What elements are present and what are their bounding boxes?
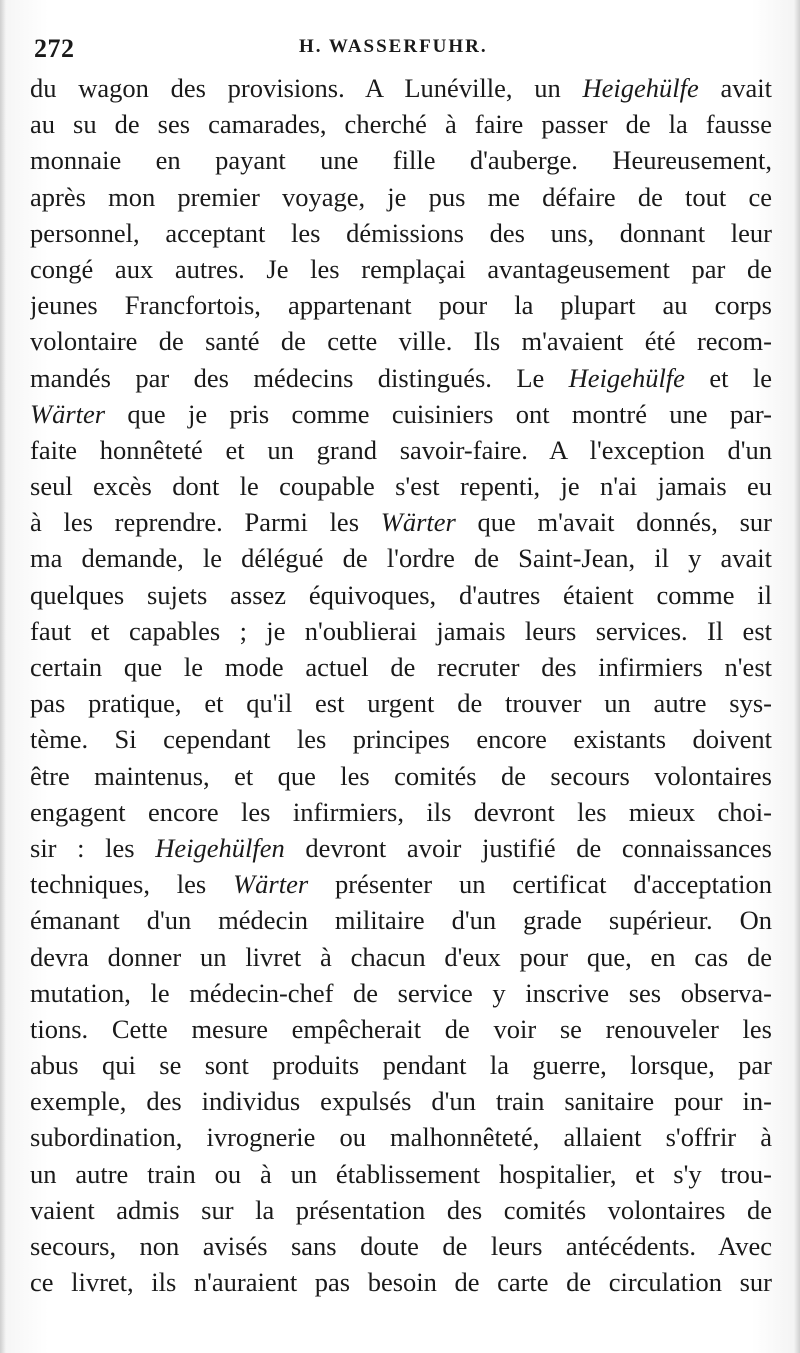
text-line: devra donner un livret à chacun d'eux pour que, en cas de xyxy=(30,941,772,972)
text-line: secours, non avisés sans doute de leurs antécédents. Avec xyxy=(30,1231,772,1261)
italic-term: Heigehülfen xyxy=(155,832,285,863)
text-line: personnel, acceptant les démissions des uns, donnant leur xyxy=(30,217,772,248)
text-line: au su de ses camarades, cherché à faire passer de la fausse xyxy=(30,109,772,140)
italic-term: Wärter xyxy=(30,398,106,429)
text-line: du wagon des provisions. A Lunéville, un Heigehülfe avait xyxy=(30,73,772,103)
italic-term: Wärter xyxy=(380,507,456,538)
page-number: 272 xyxy=(34,34,75,63)
italic-term: Wärter xyxy=(233,869,309,900)
text-line: faite honnêteté et un grand savoir-faire. A l'exception d'un xyxy=(30,434,772,465)
text-line: un autre train ou à un établissement hospitalier, et s'y trou- xyxy=(30,1158,772,1189)
text-line: mutation, le médecin-chef de service y inscrive ses observa- xyxy=(30,977,772,1008)
text-line: après mon premier voyage, je pus me défaire de tout ce xyxy=(30,181,772,212)
text-line: exemple, des individus expulsés d'un train sanitaire pour in- xyxy=(30,1086,772,1117)
text-line: certain que le mode actuel de recruter des infirmiers n'est xyxy=(30,652,772,682)
page-header xyxy=(34,28,766,68)
text-line: tions. Cette mesure empêcherait de voir se renouveler les xyxy=(30,1013,772,1044)
running-head: H. WASSERFUHR. xyxy=(299,36,488,57)
body-text xyxy=(30,70,772,1300)
page-left-edge xyxy=(0,0,6,1353)
text-line: être maintenus, et que les comités de secours volontaires xyxy=(30,760,772,791)
italic-term: Heigehülfe xyxy=(582,73,699,103)
text-line: à les reprendre. Parmi les Wärter que m'avait donnés, sur xyxy=(30,507,772,538)
text-line: émanant d'un médecin militaire d'un grade supérieur. On xyxy=(30,905,772,936)
text-line: techniques, les Wärter présenter un certificat d'acceptation xyxy=(30,869,772,900)
text-line: quelques sujets assez équivoques, d'autres étaient comme il xyxy=(30,579,772,610)
text-line: volontaire de santé de cette ville. Ils m'avaient été recom- xyxy=(30,326,772,357)
text-line: Wärter que je pris comme cuisiniers ont montré une par- xyxy=(30,398,772,429)
text-line: faut et capables ; je n'oublierai jamais leurs services. Il est xyxy=(30,615,772,646)
text-line: abus qui se sont produits pendant la guerre, lorsque, par xyxy=(30,1050,772,1081)
text-line: vaient admis sur la présentation des comités volontaires de xyxy=(30,1194,772,1225)
text-line: congé aux autres. Je les remplaçai avantageusement par de xyxy=(30,253,772,284)
text-line: ma demande, le délégué de l'ordre de Saint-Jean, il y avait xyxy=(30,543,772,574)
text-line: sir : les Heigehülfen devront avoir justifié de connaissances xyxy=(30,832,772,863)
text-line: ce livret, ils n'auraient pas besoin de carte de circulation sur xyxy=(30,1267,772,1298)
text-line: monnaie en payant une fille d'auberge. Heureusement, xyxy=(30,145,772,176)
text-line: jeunes Francfortois, appartenant pour la plupart au corps xyxy=(30,290,772,321)
text-line: seul excès dont le coupable s'est repenti, je n'ai jamais eu xyxy=(30,471,772,502)
text-line: pas pratique, et qu'il est urgent de trouver un autre sys- xyxy=(30,688,772,719)
text-line: tème. Si cependant les principes encore existants doivent xyxy=(30,724,772,755)
page-right-edge xyxy=(794,0,800,1353)
text-line: engagent encore les infirmiers, ils devront les mieux choi- xyxy=(30,796,772,827)
text-line: mandés par des médecins distingués. Le Heigehülfe et le xyxy=(30,362,772,393)
italic-term: Heigehülfe xyxy=(568,362,685,393)
text-line: subordination, ivrognerie ou malhonnêteté, allaient s'offrir à xyxy=(30,1122,772,1153)
